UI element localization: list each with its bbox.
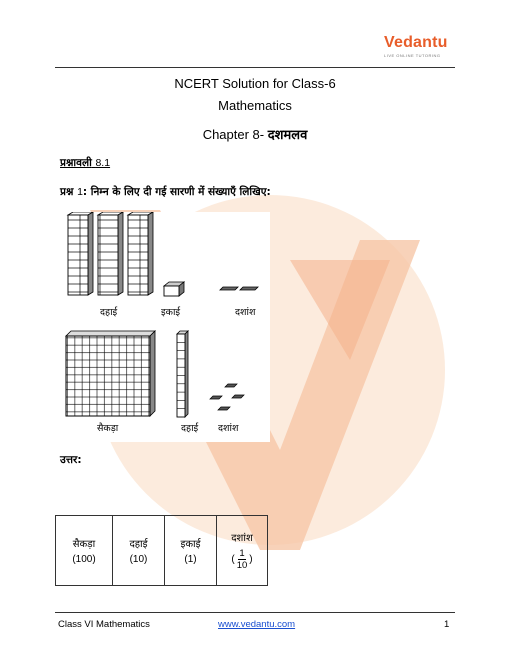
frac-close: ) [249,554,253,565]
fraction-one-tenth [231,548,252,571]
exercise-heading [60,156,110,170]
tens-rod-3 [128,212,153,295]
doc-title: NCERT Solution for Class-6 [174,76,336,91]
label-tens: दहाई [100,307,118,318]
table-cell-ones [165,516,217,586]
value-tens: (10) [129,554,148,565]
tenth-piece [232,395,244,398]
table-cell-tenths [217,516,268,586]
unit-cube [164,282,184,296]
place-value-table [55,515,268,586]
header-rule [55,67,455,68]
tens-rod-1 [68,212,93,295]
tens-rod-2 [98,212,123,295]
frac-numerator: 1 [239,548,245,559]
label-tenths-2: दशांश [218,423,239,434]
tenth-piece [225,384,237,387]
question-1 [60,185,271,199]
chapter-prefix: Chapter 8- [202,127,268,142]
answer-label: उत्तर [60,454,78,466]
footer-website-link[interactable]: www.vedantu.com [218,619,296,630]
hundred-flat [66,331,155,416]
header-hundreds: सैकड़ा [72,539,96,550]
page-number: 1 [444,619,450,630]
header-ones: इकाई [180,539,201,550]
table-cell-hundreds [56,516,113,586]
answer-heading [60,453,82,467]
blocks-illustration [60,212,270,442]
label-ones: इकाई [161,307,181,318]
question-number: 1 [77,186,83,198]
fraction-body [237,548,248,571]
base-ten-blocks-figure [60,212,270,442]
label-tens-2: दहाई [181,423,199,434]
logo-tagline: LIVE ONLINE TUTORING [384,53,441,58]
question-prefix: प्रश्न [60,186,78,198]
value-hundreds: (100) [72,554,96,565]
tenth-piece [240,287,258,290]
vedantu-logo[interactable] [384,34,456,58]
tenth-piece [218,407,230,410]
chapter-name: दशमलव [267,128,308,143]
label-hundreds: सैकड़ा [97,423,119,434]
exercise-number: 8.1 [95,157,111,169]
header-tenths: दशांश [231,533,253,544]
question-text: : निम्न के लिए दी गई सारणी में संख्याएँ लिखिए: [82,186,271,198]
footer-class: Class VI Mathematics [58,619,150,630]
footer-rule [55,612,455,613]
tenth-piece [210,396,222,399]
table-row [56,516,268,586]
exercise-label: प्रश्नावली [60,157,92,169]
answer-colon: : [77,454,82,466]
header-tens: दहाई [129,539,148,550]
label-tenths: दशांश [235,307,256,318]
doc-subject: Mathematics [218,98,292,113]
tens-rod-4 [177,331,188,417]
tenth-piece [220,287,238,290]
frac-denominator: 10 [236,560,248,571]
chapter-title [0,125,510,143]
frac-open: ( [231,554,235,565]
table-cell-tens [113,516,165,586]
logo-wordmark: Vedantu [384,34,448,51]
value-ones: (1) [184,554,197,565]
